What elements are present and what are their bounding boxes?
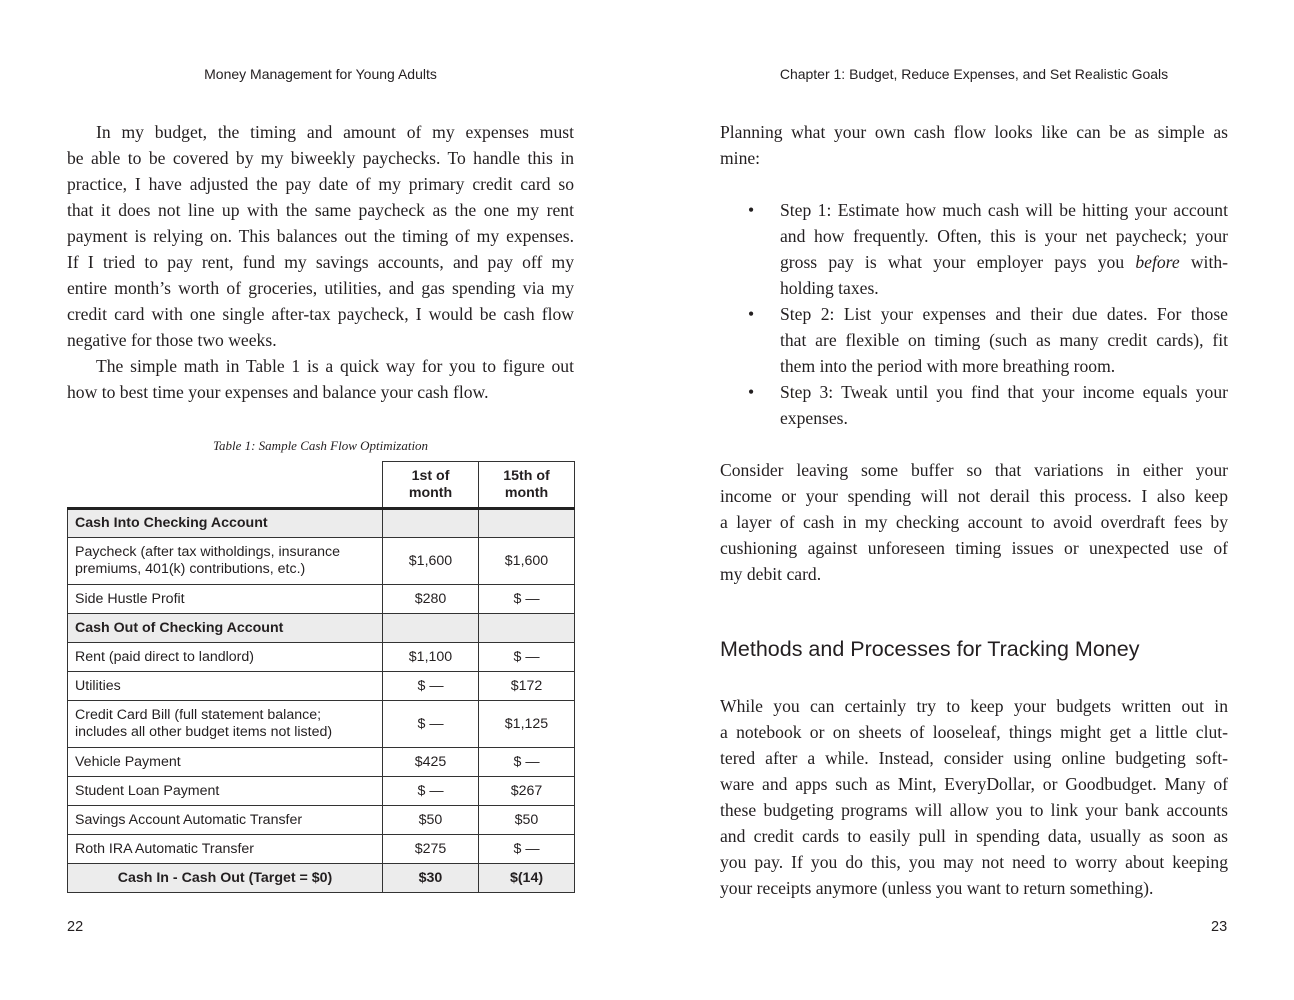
table-row	[68, 748, 575, 777]
row-label: Side Hustle Profit	[68, 585, 383, 614]
value-1st: $425	[383, 748, 479, 777]
text-line: them into the period with more breathing room.	[780, 356, 1116, 376]
text-line: negative for those two weeks.	[67, 330, 277, 350]
text-line: tered after a while. Instead, consider using online budgeting soft-	[720, 748, 1228, 768]
text-line: Consider leaving some buffer so that variations in either your	[720, 460, 1228, 480]
text-line: The simple math in Table 1 is a quick way for you to figure out	[96, 356, 574, 376]
value-1st: $1,100	[383, 643, 479, 672]
value-15th: $1,125	[479, 701, 575, 748]
bullet-icon: •	[748, 304, 755, 324]
page-number-right: 23	[1211, 919, 1228, 935]
value-15th: $ —	[479, 748, 575, 777]
text-line: that it does not line up with the same paycheck as the one my rent	[67, 200, 574, 220]
running-head-left: Money Management for Young Adults	[204, 66, 437, 82]
bullet-icon: •	[748, 382, 755, 402]
bullet-item	[720, 197, 1228, 301]
row-label: Cash In - Cash Out (Target = $0)	[68, 864, 383, 893]
text-line: that are flexible on timing (such as many credit cards), fit	[780, 330, 1228, 350]
cash-flow-table	[67, 461, 575, 893]
row-label: Rent (paid direct to landlord)	[68, 643, 383, 672]
text-line: your receipts anymore (unless you want to return something).	[720, 878, 1154, 898]
value-15th: $172	[479, 672, 575, 701]
row-label: Roth IRA Automatic Transfer	[68, 835, 383, 864]
text-line: While you can certainly try to keep your budgets written out in	[720, 696, 1228, 716]
text-line	[780, 249, 1228, 275]
bullet-item	[720, 379, 1228, 431]
row-label: Cash Out of Checking Account	[68, 614, 383, 643]
table-row	[68, 777, 575, 806]
value-15th: $ —	[479, 585, 575, 614]
section-heading: Methods and Processes for Tracking Money	[720, 637, 1140, 661]
table-header-15th: 15th of month	[479, 462, 575, 509]
spacer	[720, 171, 1228, 197]
value-1st: $ —	[383, 672, 479, 701]
table-row	[68, 643, 575, 672]
row-label: Student Loan Payment	[68, 777, 383, 806]
row-label: Savings Account Automatic Transfer	[68, 806, 383, 835]
text-line: a layer of cash in my checking account to avoid overdraft fees by	[720, 512, 1228, 532]
row-label: Cash Into Checking Account	[68, 509, 383, 538]
value-1st: $ —	[383, 777, 479, 806]
row-label: Utilities	[68, 672, 383, 701]
value-15th: $ —	[479, 835, 575, 864]
text-line: my debit card.	[720, 564, 822, 584]
paragraph	[720, 119, 1228, 171]
text-line: payment is relying on. This balances out the timing of my expenses.	[67, 226, 574, 246]
table-caption: Table 1: Sample Cash Flow Optimization	[212, 438, 429, 453]
text-line: Step 2: List your expenses and their due dates. For those	[780, 304, 1228, 324]
text-line: holding taxes.	[780, 278, 879, 298]
row-label: Vehicle Payment	[68, 748, 383, 777]
bullet-icon: •	[748, 200, 755, 220]
text-line: Step 3: Tweak until you find that your income equals your	[780, 382, 1228, 402]
value-15th: $ —	[479, 643, 575, 672]
value-15th: $50	[479, 806, 575, 835]
left-body-text	[67, 119, 574, 405]
value-1st: $30	[383, 864, 479, 893]
text-line: practice, I have adjusted the pay date of my primary credit card so	[67, 174, 574, 194]
value-15th	[479, 614, 575, 643]
text-line: In my budget, the timing and amount of my expenses must	[96, 122, 574, 142]
text-line: entire month’s worth of groceries, utilities, and gas spending via my	[67, 278, 574, 298]
table-row	[68, 701, 575, 748]
tracking-paragraph	[720, 693, 1228, 901]
value-1st: $ —	[383, 701, 479, 748]
text-line: a notebook or on sheets of looseleaf, things might get a little clut-	[720, 722, 1228, 742]
text-line: you pay. If you do this, you may not need to worry about keeping	[720, 852, 1228, 872]
value-1st	[383, 614, 479, 643]
text-line: expenses.	[780, 408, 848, 428]
value-1st: $275	[383, 835, 479, 864]
value-15th	[479, 509, 575, 538]
value-1st: $50	[383, 806, 479, 835]
right-body-text	[720, 119, 1228, 587]
table-row	[68, 614, 575, 643]
text-line: be able to be covered by my biweekly paychecks. To handle this in	[67, 148, 574, 168]
text-line: and how frequently. Often, this is your net paycheck; your	[780, 226, 1228, 246]
table-row	[68, 538, 575, 585]
table-row	[68, 864, 575, 893]
table-row	[68, 672, 575, 701]
table-row	[68, 806, 575, 835]
text-segment: with-	[1179, 252, 1228, 272]
table-row	[68, 835, 575, 864]
value-15th: $(14)	[479, 864, 575, 893]
text-line: Step 1: Estimate how much cash will be hitting your account	[780, 200, 1228, 220]
text-line: If I tried to pay rent, fund my savings accounts, and pay off my	[67, 252, 574, 272]
value-15th: $267	[479, 777, 575, 806]
value-15th: $1,600	[479, 538, 575, 585]
text-line: and credit cards to easily pull in spending data, usually as soon as	[720, 826, 1228, 846]
running-head-right: Chapter 1: Budget, Reduce Expenses, and Set Realistic Goals	[779, 66, 1169, 82]
spacer	[720, 431, 1228, 457]
page-number-left: 22	[67, 919, 84, 935]
text-line: ware and apps such as Mint, EveryDollar, or Goodbudget. Many of	[720, 774, 1228, 794]
table-row	[68, 509, 575, 538]
value-1st	[383, 509, 479, 538]
table-row	[68, 585, 575, 614]
text-line: credit card with one single after-tax paycheck, I would be cash flow	[67, 304, 574, 324]
table-header-blank	[68, 462, 383, 509]
row-label: Paycheck (after tax witholdings, insurance premiums, 401(k) contributions, etc.)	[68, 538, 383, 585]
paragraph	[720, 457, 1228, 587]
text-line: mine:	[720, 148, 761, 168]
paragraph	[67, 353, 574, 405]
paragraph	[67, 119, 574, 353]
text-line: cushioning against unforeseen timing issues or unexpected use of	[720, 538, 1228, 558]
value-1st: $1,600	[383, 538, 479, 585]
text-line: income or your spending will not derail this process. I also keep	[720, 486, 1228, 506]
text-line: these budgeting programs will allow you to link your bank accounts	[720, 800, 1228, 820]
text-segment: gross pay is what your employer pays you	[780, 252, 1136, 272]
text-segment: before	[1135, 252, 1180, 272]
text-line: Planning what your own cash flow looks like can be as simple as	[720, 122, 1228, 142]
value-1st: $280	[383, 585, 479, 614]
row-label: Credit Card Bill (full statement balance; includes all other budget items not listed)	[68, 701, 383, 748]
bullet-item	[720, 301, 1228, 379]
text-line: how to best time your expenses and balance your cash flow.	[67, 382, 489, 402]
table-header-1st: 1st of month	[383, 462, 479, 509]
